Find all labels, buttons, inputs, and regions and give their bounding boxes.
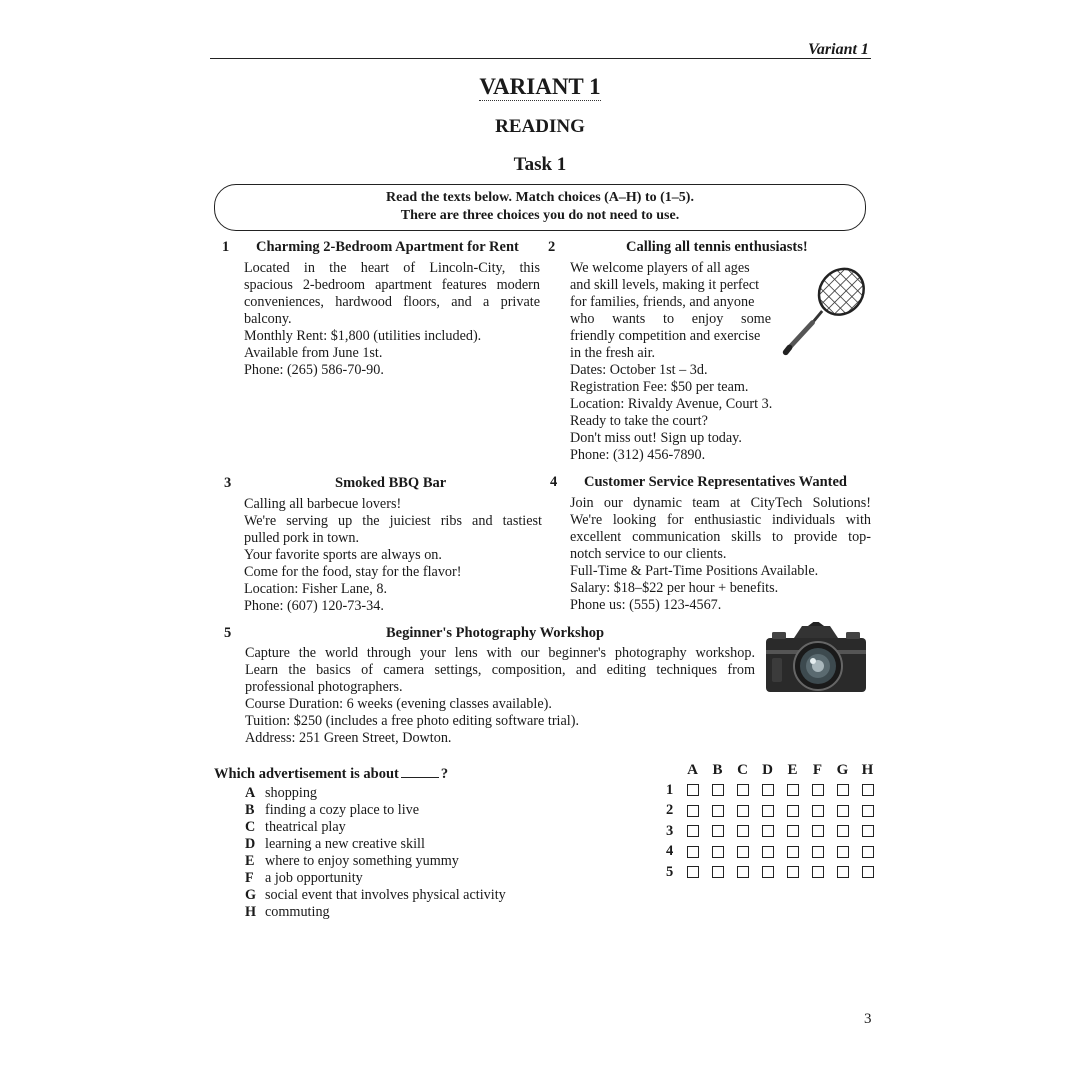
answer-checkbox-4D[interactable] — [755, 846, 780, 858]
checkbox-square — [737, 784, 749, 796]
ad-title: Smoked BBQ Bar — [335, 475, 447, 491]
ad-title: Charming 2-Bedroom Apartment for Rent — [256, 239, 519, 255]
answer-checkbox-4H[interactable] — [855, 846, 880, 858]
checkbox-square — [787, 846, 799, 858]
checkbox-square — [762, 784, 774, 796]
grid-row-label: 2 — [666, 802, 674, 819]
checkbox-square — [712, 805, 724, 817]
answer-checkbox-1H[interactable] — [855, 784, 880, 796]
choices-list — [245, 785, 506, 921]
checkbox-square — [862, 846, 874, 858]
checkbox-square — [862, 784, 874, 796]
answer-checkbox-1A[interactable] — [680, 784, 705, 796]
ad-line: excellent communication skills to provide top- — [570, 529, 871, 545]
ad-line: Don't miss out! Sign up today. — [570, 430, 742, 446]
answer-grid — [666, 762, 880, 883]
ad-line: balcony. — [244, 311, 292, 327]
ad-line: Location: Rivaldy Avenue, Court 3. — [570, 396, 773, 412]
grid-column-label: E — [787, 762, 798, 778]
checkbox-square — [862, 825, 874, 837]
task-title: Task 1 — [513, 154, 567, 175]
ad-number: 5 — [224, 625, 232, 641]
answer-checkbox-4B[interactable] — [705, 846, 730, 858]
checkbox-square — [737, 805, 749, 817]
answer-checkbox-1G[interactable] — [830, 784, 855, 796]
answer-checkbox-4F[interactable] — [805, 846, 830, 858]
ad-title: Customer Service Representatives Wanted — [584, 474, 847, 490]
ad-line: Join our dynamic team at CityTech Solutions! — [570, 495, 871, 511]
ad-line: friendly competition and exercise — [570, 328, 761, 344]
ad-line: Phone: (265) 586-70-90. — [244, 362, 384, 378]
ad-line: Monthly Rent: $1,800 (utilities included). — [244, 328, 482, 344]
ad-number: 2 — [548, 239, 556, 255]
checkbox-square — [737, 825, 749, 837]
tennis-racket-icon — [778, 263, 874, 359]
choice-letter: D — [245, 836, 256, 852]
answer-checkbox-1D[interactable] — [755, 784, 780, 796]
answer-checkbox-5G[interactable] — [830, 866, 855, 878]
ad-line: Calling all barbecue lovers! — [244, 496, 402, 512]
checkbox-square — [712, 866, 724, 878]
answer-checkbox-2G[interactable] — [830, 805, 855, 817]
answer-checkbox-5D[interactable] — [755, 866, 780, 878]
choice-letter: B — [245, 802, 255, 818]
answer-checkbox-3A[interactable] — [680, 825, 705, 837]
ad-line: We're serving up the juiciest ribs and tastiest — [244, 513, 542, 529]
checkbox-square — [687, 784, 699, 796]
choice-item — [245, 853, 506, 870]
answer-checkbox-2A[interactable] — [680, 805, 705, 817]
choice-letter: H — [245, 904, 257, 920]
choice-text: finding a cozy place to live — [265, 802, 420, 818]
question-prompt — [214, 766, 448, 783]
grid-column-label: A — [687, 762, 698, 778]
choice-item — [245, 887, 506, 904]
choice-item — [245, 904, 506, 921]
ad-line: pulled pork in town. — [244, 530, 360, 546]
ad-2 — [548, 239, 873, 469]
page-number: 3 — [864, 1011, 872, 1027]
ad-title: Calling all tennis enthusiasts! — [626, 239, 808, 255]
grid-row-5 — [666, 862, 880, 883]
ad-line: Address: 251 Green Street, Dowton. — [245, 730, 452, 746]
choice-text: learning a new creative skill — [265, 836, 425, 852]
answer-checkbox-1F[interactable] — [805, 784, 830, 796]
question-text: Which advertisement is about — [214, 766, 399, 782]
answer-checkbox-5C[interactable] — [730, 866, 755, 878]
answer-checkbox-2E[interactable] — [780, 805, 805, 817]
grid-row-label: 5 — [666, 863, 674, 880]
ad-line: Dates: October 1st – 3d. — [570, 362, 708, 378]
choice-letter: G — [245, 887, 257, 903]
ad-3 — [224, 475, 544, 620]
answer-checkbox-3B[interactable] — [705, 825, 730, 837]
ad-line: Tuition: $250 (includes a free photo editing software trial). — [245, 713, 579, 729]
checkbox-square — [712, 784, 724, 796]
checkbox-square — [737, 866, 749, 878]
choice-text: social event that involves physical activity — [265, 887, 506, 903]
choice-item — [245, 819, 506, 836]
ad-line: We're looking for enthusiastic individuals with — [570, 512, 871, 528]
answer-checkbox-1E[interactable] — [780, 784, 805, 796]
choice-text: theatrical play — [265, 819, 346, 835]
checkbox-square — [737, 846, 749, 858]
answer-checkbox-3E[interactable] — [780, 825, 805, 837]
ad-line: professional photographers. — [245, 679, 403, 695]
ad-body — [570, 495, 871, 614]
ad-line: Learn the basics of camera settings, composition, and editing techniques from — [245, 662, 755, 678]
answer-checkbox-4C[interactable] — [730, 846, 755, 858]
checkbox-square — [812, 846, 824, 858]
camera-icon — [764, 622, 868, 694]
grid-column-label: H — [861, 762, 874, 778]
answer-checkbox-4E[interactable] — [780, 846, 805, 858]
ad-line: Salary: $18–$22 per hour + benefits. — [570, 580, 779, 596]
checkbox-square — [687, 846, 699, 858]
ad-body — [244, 260, 540, 379]
ad-line: Located in the heart of Lincoln-City, this — [244, 260, 540, 276]
answer-checkbox-5B[interactable] — [705, 866, 730, 878]
checkbox-square — [862, 805, 874, 817]
ad-line: Phone us: (555) 123-4567. — [570, 597, 722, 613]
answer-checkbox-3H[interactable] — [855, 825, 880, 837]
checkbox-square — [837, 846, 849, 858]
grid-row-label: 1 — [666, 781, 674, 798]
ad-line: for families, friends, and anyone — [570, 294, 755, 310]
checkbox-square — [837, 825, 849, 837]
checkbox-square — [812, 805, 824, 817]
ad-1 — [222, 239, 542, 399]
variant-title — [0, 74, 1080, 100]
instructions-box — [214, 184, 866, 231]
ad-line: We welcome players of all ages — [570, 260, 750, 276]
grid-rows — [666, 780, 880, 883]
checkbox-square — [762, 866, 774, 878]
choice-letter: F — [245, 870, 254, 886]
choice-item — [245, 836, 506, 853]
choice-text: commuting — [265, 904, 330, 920]
ad-body — [244, 496, 542, 615]
ad-line: in the fresh air. — [570, 345, 656, 361]
checkbox-square — [837, 805, 849, 817]
ad-line: Ready to take the court? — [570, 413, 708, 429]
header-rule — [210, 58, 871, 59]
answer-checkbox-3G[interactable] — [830, 825, 855, 837]
ad-line: who wants to enjoy some — [570, 311, 771, 327]
answer-checkbox-3C[interactable] — [730, 825, 755, 837]
ad-number: 3 — [224, 475, 232, 491]
answer-checkbox-4G[interactable] — [830, 846, 855, 858]
ad-line: notch service to our clients. — [570, 546, 727, 562]
answer-checkbox-3D[interactable] — [755, 825, 780, 837]
grid-header — [666, 762, 880, 780]
choice-text: a job opportunity — [265, 870, 363, 886]
ad-body — [245, 645, 755, 747]
checkbox-square — [812, 784, 824, 796]
answer-checkbox-2B[interactable] — [705, 805, 730, 817]
checkbox-square — [787, 784, 799, 796]
grid-column-label: C — [737, 762, 748, 778]
choice-letter: E — [245, 853, 255, 869]
ad-number: 4 — [550, 474, 558, 490]
answer-checkbox-2D[interactable] — [755, 805, 780, 817]
checkbox-square — [862, 866, 874, 878]
answer-checkbox-4A[interactable] — [680, 846, 705, 858]
grid-row-4 — [666, 842, 880, 863]
checkbox-square — [712, 825, 724, 837]
checkbox-square — [787, 805, 799, 817]
ad-line: and skill levels, making it perfect — [570, 277, 760, 293]
answer-checkbox-2C[interactable] — [730, 805, 755, 817]
checkbox-square — [837, 784, 849, 796]
instructions-line-1: Read the texts below. Match choices (A–H) to (1–5). — [386, 190, 694, 205]
ad-line: Phone: (312) 456-7890. — [570, 447, 706, 463]
choice-letter: A — [245, 785, 256, 801]
ad-line: Location: Fisher Lane, 8. — [244, 581, 388, 597]
checkbox-square — [712, 846, 724, 858]
running-head: Variant 1 — [808, 41, 869, 58]
ad-line: Your favorite sports are always on. — [244, 547, 442, 563]
ad-line: Phone: (607) 120-73-34. — [244, 598, 384, 614]
choice-item — [245, 802, 506, 819]
checkbox-square — [762, 825, 774, 837]
grid-row-label: 4 — [666, 843, 674, 860]
answer-checkbox-2H[interactable] — [855, 805, 880, 817]
checkbox-square — [837, 866, 849, 878]
answer-checkbox-1B[interactable] — [705, 784, 730, 796]
choice-text: where to enjoy something yummy — [265, 853, 459, 869]
ad-line: Course Duration: 6 weeks (evening classes available). — [245, 696, 552, 712]
ad-line: Registration Fee: $50 per team. — [570, 379, 749, 395]
choice-text: shopping — [265, 785, 318, 801]
choice-letter: C — [245, 819, 256, 835]
choice-item — [245, 870, 506, 887]
ad-line: Available from June 1st. — [244, 345, 383, 361]
section-title: READING — [495, 116, 585, 137]
checkbox-square — [687, 825, 699, 837]
grid-column-label: B — [712, 762, 723, 778]
checkbox-square — [687, 866, 699, 878]
question-mark: ? — [440, 766, 449, 782]
grid-column-label: F — [812, 762, 823, 778]
answer-checkbox-2F[interactable] — [805, 805, 830, 817]
answer-checkbox-5H[interactable] — [855, 866, 880, 878]
ad-5 — [224, 625, 872, 755]
checkbox-square — [762, 846, 774, 858]
ad-number: 1 — [222, 239, 230, 255]
answer-checkbox-5E[interactable] — [780, 866, 805, 878]
answer-checkbox-1C[interactable] — [730, 784, 755, 796]
ad-line: Full-Time & Part-Time Positions Available. — [570, 563, 819, 579]
choice-item — [245, 785, 506, 802]
answer-checkbox-3F[interactable] — [805, 825, 830, 837]
ad-line: Capture the world through your lens with our beginner's photography workshop. — [245, 645, 755, 661]
variant-title-text: VARIANT 1 — [479, 74, 601, 99]
ad-line: Come for the food, stay for the flavor! — [244, 564, 462, 580]
grid-column-label: D — [762, 762, 773, 778]
checkbox-square — [762, 805, 774, 817]
grid-row-2 — [666, 801, 880, 822]
checkbox-square — [787, 825, 799, 837]
checkbox-square — [812, 825, 824, 837]
instructions-line-2: There are three choices you do not need to use. — [400, 208, 680, 223]
ad-4 — [550, 474, 872, 619]
answer-checkbox-5F[interactable] — [805, 866, 830, 878]
checkbox-square — [687, 805, 699, 817]
grid-row-3 — [666, 821, 880, 842]
grid-row-label: 3 — [666, 822, 674, 839]
checkbox-square — [787, 866, 799, 878]
ad-title: Beginner's Photography Workshop — [386, 625, 605, 641]
grid-column-label: G — [836, 762, 849, 778]
answer-blank — [401, 777, 439, 778]
checkbox-square — [812, 866, 824, 878]
ad-line: spacious 2-bedroom apartment features modern — [244, 277, 540, 293]
grid-row-1 — [666, 780, 880, 801]
answer-checkbox-5A[interactable] — [680, 866, 705, 878]
ad-line: conveniences, hardwood floors, and a private — [244, 294, 540, 310]
